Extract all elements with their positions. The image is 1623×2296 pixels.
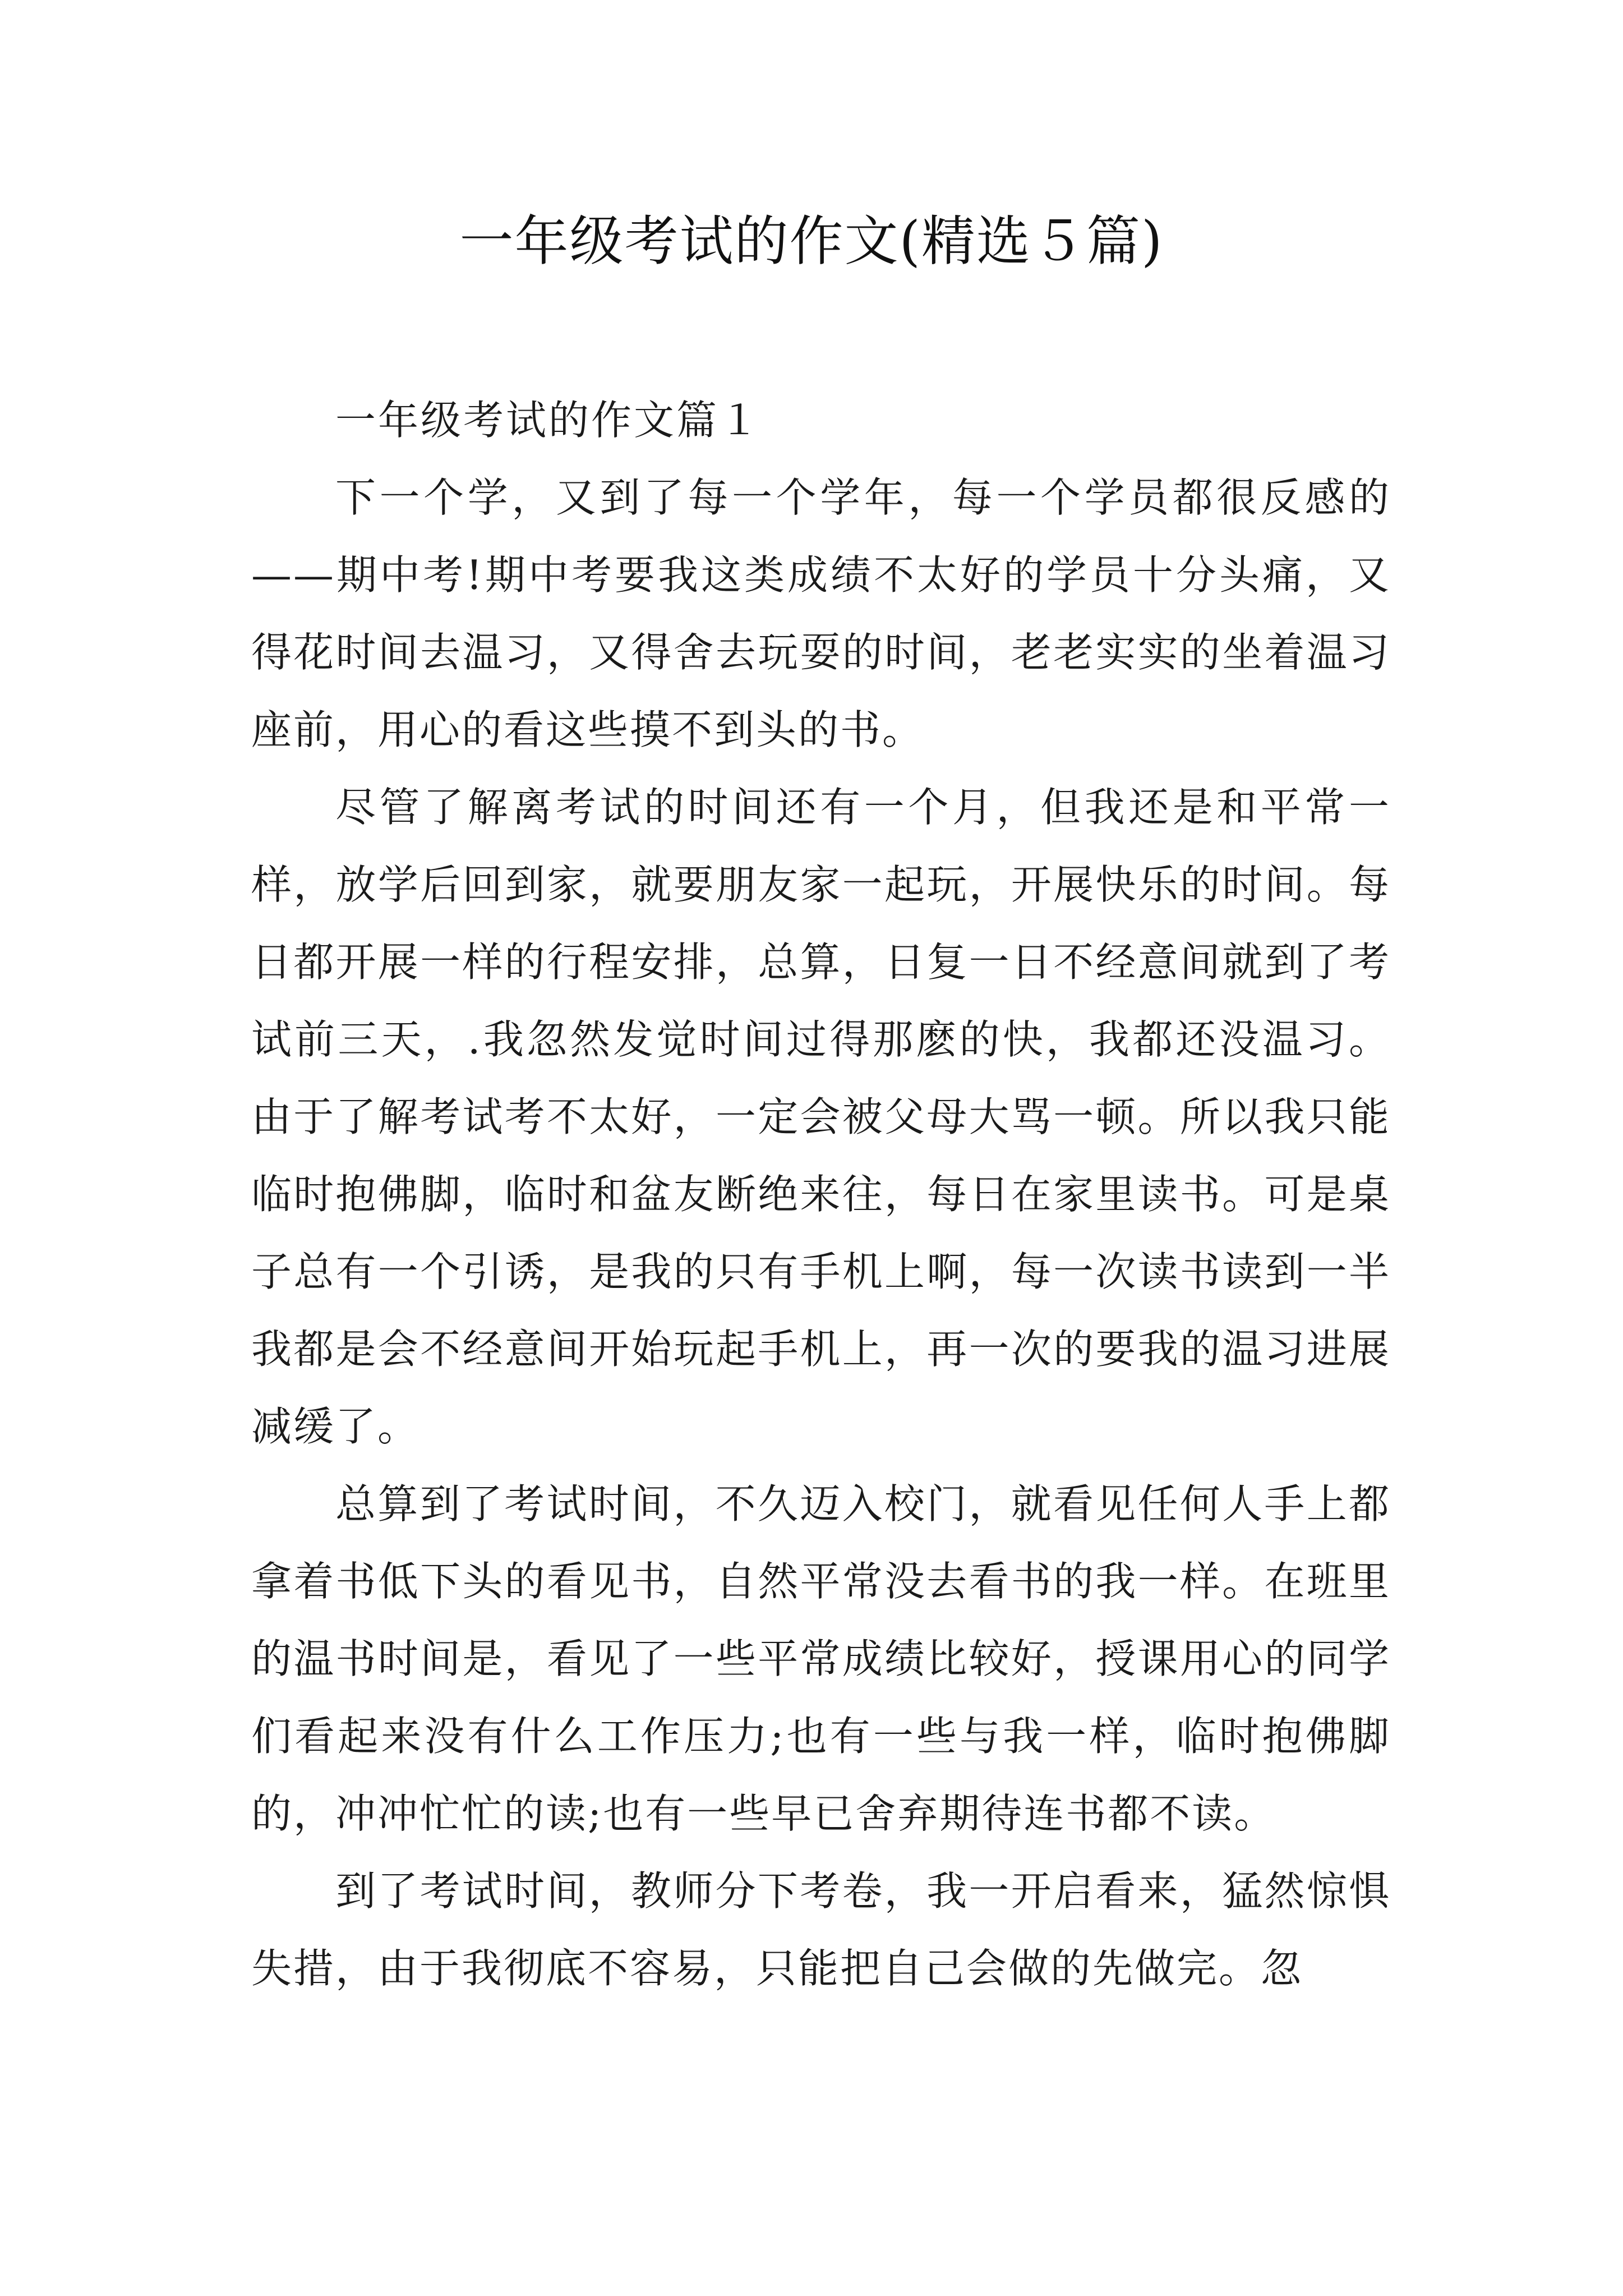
document-body — [251, 381, 1391, 2007]
paragraph-3: 总算到了考试时间，不久迈入校门，就看见任何人手上都拿着书低下头的看见书，自然平常没去看书的我一样。在班里的温书时间是，看见了一些平常成绩比较好，授课用心的同学们看起来没有什么工作压力;也有一些与我一样，临时抱佛脚的，冲冲忙忙的读;也有一些早已舍弃期待连书都不读。 — [251, 1480, 1391, 1837]
document-title: 一年级考试的作文(精选５篇) — [459, 210, 1164, 273]
paragraph-4: 到了考试时间，教师分下考卷，我一开启看来，猛然惊惧失措，由于我彻底不容易，只能把自己会做的先做完。忽 — [251, 1867, 1391, 1992]
paragraph-2: 尽管了解离考试的时间还有一个月，但我还是和平常一样，放学后回到家，就要朋友家一起玩，开展快乐的时间。每日都开展一样的行程安排，总算，日复一日不经意间就到了考试前三天，.我忽然发觉时间过得那麽的快，我都还没温习。由于了解考试考不太好，一定会被父母大骂一顿。所以我只能临时抱佛脚，临时和盆友断绝来往，每日在家里读书。可是桌子总有一个引诱，是我的只有手机上啊，每一次读书读到一半我都是会不经意间开始玩起手机上，再一次的要我的温习进展减缓了。 — [251, 784, 1391, 1450]
section-heading: 一年级考试的作文篇１ — [335, 397, 762, 444]
paragraph-1: 下一个学，又到了每一个学年，每一个学员都很反感的——期中考!期中考要我这类成绩不太好的学员十分头痛，又得花时间去温习，又得舍去玩耍的时间，老老实实的坐着温习座前，用心的看这些摸不到头的书。 — [251, 474, 1391, 753]
